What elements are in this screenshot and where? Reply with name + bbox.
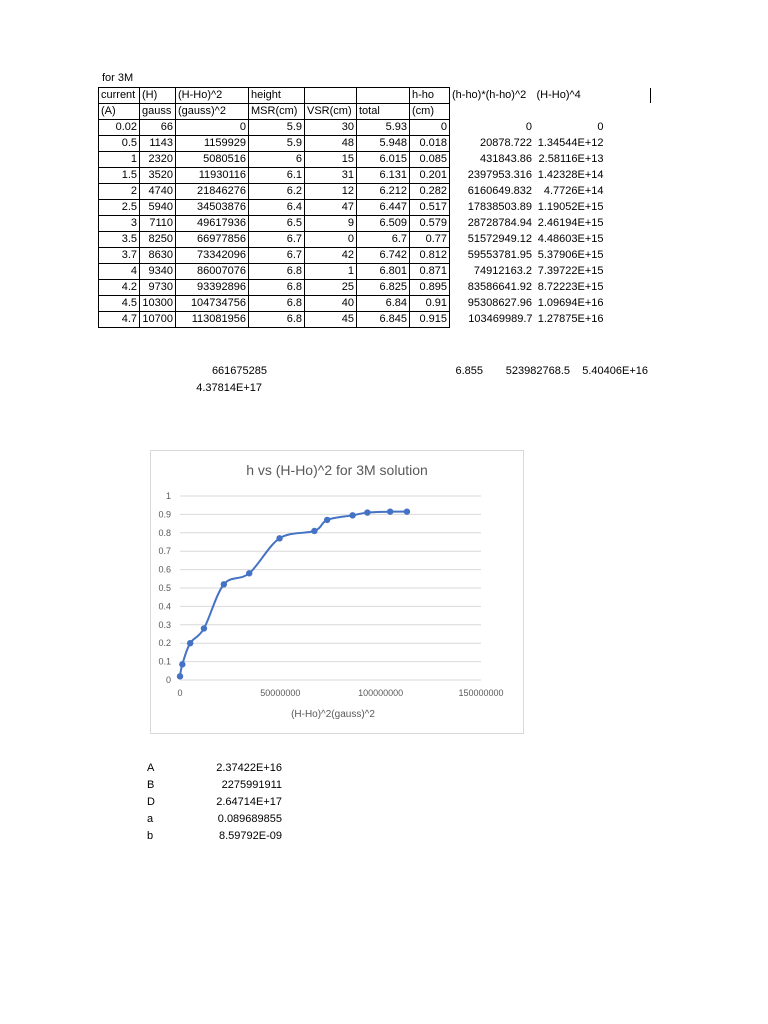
parameter-row [147,811,282,828]
parameter-row [147,760,282,777]
table-cell[interactable]: 59553781.95 [467,249,532,261]
table-cell[interactable]: 3.7 [99,248,140,264]
table-cell[interactable]: 34503876 [176,200,249,216]
table-row [99,296,606,312]
table-cell[interactable]: 0 [525,121,532,133]
sum-h2-cell: 661675285 [211,365,267,377]
header-row [99,104,606,120]
table-cell[interactable]: 6.742 [357,248,410,264]
chart-area[interactable] [150,450,524,734]
table-cell[interactable]: 0 [410,120,450,136]
table-cell[interactable]: 5.9 [249,136,305,152]
y-tick-label: 0.8 [158,527,171,538]
table-cell[interactable]: 1143 [140,136,176,152]
table-cell[interactable]: 5940 [140,200,176,216]
sum-h2-squared-cell: 4.37814E+17 [196,382,262,394]
table-row [99,152,606,168]
table-cell[interactable]: 6.8 [249,280,305,296]
table-cell[interactable]: 6.7 [249,248,305,264]
y-tick-label: 0.5 [158,583,171,593]
table-cell[interactable]: 73342096 [176,248,249,264]
table-cell[interactable]: 0.579 [410,216,450,232]
table-cell[interactable]: 10300 [140,296,176,312]
table-cell[interactable]: 83586641.92 [467,281,532,293]
table-cell[interactable]: 5080516 [176,152,249,168]
y-tick-label: 0.7 [158,546,171,557]
table-cell[interactable]: 6.7 [357,232,410,248]
table-cell[interactable]: 0.517 [410,200,450,216]
table-row [99,216,606,232]
table-cell[interactable]: 0.812 [410,248,450,264]
table-cell[interactable]: 6.015 [357,152,410,168]
table-cell[interactable]: 1.19052E+15 [537,201,604,213]
table-cell[interactable]: 6 [249,152,305,168]
y-tick-label: 0.3 [158,619,171,630]
data-point[interactable] [177,673,183,679]
table-cell[interactable]: VSR(cm) [305,104,357,120]
table-cell[interactable]: 5.37906E+15 [537,249,604,261]
table-cell[interactable]: 20878.722 [480,137,532,149]
table-cell[interactable]: 6.7 [249,232,305,248]
data-point[interactable] [187,640,193,646]
table-cell[interactable] [450,104,535,120]
table-cell[interactable]: 1.09694E+16 [537,297,604,309]
table-cell[interactable]: 45 [305,312,357,328]
table-row [99,200,606,216]
data-point[interactable] [179,661,185,667]
table-cell[interactable]: total [357,104,410,120]
table-cell[interactable]: 103469989.7 [468,313,533,325]
table-cell[interactable]: 4.2 [99,280,140,296]
table-cell[interactable]: 0.5 [99,136,140,152]
table-cell[interactable]: 2 [99,184,140,200]
parameter-list [147,760,282,845]
table-cell[interactable]: 9340 [140,264,176,280]
table-cell[interactable]: 4.7 [99,312,140,328]
table-cell[interactable]: 28728784.94 [467,217,532,229]
table-cell[interactable]: 6.4 [249,200,305,216]
table-cell[interactable]: (H) [140,88,176,104]
parameter-value: 8.59792E-09 [219,830,282,842]
table-cell[interactable]: 6.131 [357,168,410,184]
table-cell[interactable]: 6.8 [249,264,305,280]
parameter-value: 0.089689855 [217,813,282,825]
data-point[interactable] [246,570,252,576]
chart-svg [151,451,523,733]
data-point[interactable] [311,528,317,534]
table-cell[interactable]: 8630 [140,248,176,264]
table-cell[interactable]: 1.42328E+14 [537,169,604,181]
y-tick-label: 0.4 [158,601,171,612]
table-row [99,232,606,248]
table-cell[interactable]: (H-Ho)^4 [536,89,581,101]
table-cell[interactable]: 3.5 [99,232,140,248]
x-tick-label: 0 [177,688,183,698]
table-cell[interactable] [357,88,410,104]
table-cell[interactable]: 15 [305,152,357,168]
table-cell[interactable]: 8.72223E+15 [537,281,604,293]
table-cell[interactable]: 6.84 [357,296,410,312]
table-cell[interactable]: 1 [305,264,357,280]
header-row [99,88,606,104]
parameter-value: 2.37422E+16 [216,762,282,774]
table-cell[interactable]: 11930116 [176,168,249,184]
table-cell[interactable]: 2.5 [99,200,140,216]
table-cell[interactable]: 0.915 [410,312,450,328]
table-cell[interactable]: 6.447 [357,200,410,216]
parameter-row [147,794,282,811]
table-cell[interactable]: 3 [99,216,140,232]
table-cell[interactable]: 1.34544E+12 [537,137,604,149]
data-point[interactable] [349,512,355,518]
table-cell[interactable]: 49617936 [176,216,249,232]
table-cell[interactable]: (A) [99,104,140,120]
table-cell[interactable]: 5.9 [249,120,305,136]
table-row [99,264,606,280]
table-cell[interactable]: 6160649.832 [467,185,532,197]
chart-title: h vs (H-Ho)^2 for 3M solution [246,462,428,478]
table-cell[interactable]: 6.1 [249,168,305,184]
table-cell[interactable]: 0.871 [410,264,450,280]
table-cell[interactable]: (h-ho)*(h-ho)^2 [452,89,527,101]
y-tick-label: 0.2 [158,638,171,649]
table-cell[interactable]: 95308627.96 [467,297,532,309]
table-cell[interactable]: 6.845 [357,312,410,328]
parameter-value: 2275991911 [221,779,282,791]
table-cell[interactable]: (cm) [410,104,450,120]
table-cell[interactable]: h-ho [410,88,450,104]
table-cell[interactable]: 2.58116E+13 [538,153,604,165]
table-cell[interactable]: 0 [305,232,357,248]
table-cell[interactable]: 6.8 [249,312,305,328]
table-row [99,280,606,296]
cell-border-mark [650,88,651,103]
table-cell[interactable]: 74912163.2 [473,265,532,277]
table-cell[interactable]: 31 [305,168,357,184]
table-cell[interactable]: 2320 [140,152,176,168]
data-point[interactable] [364,509,370,515]
y-tick-label: 0.6 [158,564,171,575]
table-cell[interactable]: 1159929 [176,136,249,152]
table-cell[interactable]: 0.77 [410,232,450,248]
table-cell[interactable]: 48 [305,136,357,152]
y-tick-label: 0.1 [158,656,171,667]
table-row [99,248,606,264]
table-cell[interactable]: height [249,88,305,104]
table-cell[interactable]: 5.948 [357,136,410,152]
data-table [98,87,606,328]
x-tick-label: 50000000 [260,688,301,698]
parameter-label: D [147,796,155,808]
table-cell[interactable]: 66977856 [176,232,249,248]
table-cell[interactable]: 10700 [140,312,176,328]
table-cell[interactable]: 21846276 [176,184,249,200]
x-tick-label: 150000000 [458,688,504,698]
table-cell[interactable]: 0.282 [410,184,450,200]
table-cell[interactable]: 2.46194E+15 [537,217,604,229]
table-cell[interactable]: 9 [305,216,357,232]
table-cell[interactable]: 40 [305,296,357,312]
table-row [99,184,606,200]
table-cell[interactable]: (gauss)^2 [176,104,249,120]
table-cell[interactable]: 6.2 [249,184,305,200]
table-cell[interactable]: 8250 [140,232,176,248]
table-cell[interactable]: 6.825 [357,280,410,296]
y-tick-label: 0.9 [158,509,171,520]
table-cell[interactable]: 0 [597,121,604,133]
table-cell[interactable]: 0 [176,120,249,136]
table-cell[interactable]: 4 [99,264,140,280]
table-cell[interactable]: 431843.86 [480,153,532,165]
parameter-row [147,828,282,845]
table-cell[interactable]: 1.27875E+16 [537,313,604,325]
parameter-label: b [147,830,154,842]
table-cell[interactable]: 4.5 [99,296,140,312]
x-axis-title: (H-Ho)^2(gauss)^2 [291,709,375,720]
table-cell[interactable]: 17838503.89 [467,201,532,213]
table-cell[interactable]: 4740 [140,184,176,200]
table-cell[interactable]: 30 [305,120,357,136]
table-cell[interactable]: 25 [305,280,357,296]
data-point[interactable] [324,517,330,523]
table-cell[interactable]: 2397953.316 [467,169,532,181]
table-cell[interactable]: 9730 [140,280,176,296]
table-cell[interactable]: 6.5 [249,216,305,232]
table-cell[interactable]: 6.212 [357,184,410,200]
table-row [99,168,606,184]
parameter-label: A [147,762,155,774]
table-cell[interactable]: 51572949.12 [467,233,532,245]
series-line [180,512,407,677]
table-cell[interactable]: 1.5 [99,168,140,184]
table-cell[interactable]: 4.48603E+15 [537,233,604,245]
table-cell[interactable]: 86007076 [176,264,249,280]
table-cell[interactable]: 104734756 [176,296,249,312]
table-cell[interactable]: 0.91 [410,296,450,312]
table-cell[interactable]: 0.085 [410,152,450,168]
sum-h4-cell: 5.40406E+16 [582,365,648,377]
parameter-label: B [147,779,155,791]
sum-h-ho-cell: 6.855 [455,365,483,377]
table-cell[interactable]: gauss [140,104,176,120]
table-cell[interactable]: 6.8 [249,296,305,312]
table-cell[interactable]: 7.39722E+15 [537,265,604,277]
table-cell[interactable]: 66 [140,120,176,136]
data-point[interactable] [387,508,393,514]
table-cell[interactable]: MSR(cm) [249,104,305,120]
table-cell[interactable]: current [99,88,140,104]
parameter-label: a [147,813,154,825]
table-cell[interactable]: 0.02 [99,120,140,136]
data-point[interactable] [201,625,207,631]
table-row [99,312,606,328]
sheet-title: for 3M [102,72,134,84]
table-cell[interactable]: (H-Ho)^2 [176,88,249,104]
table-cell[interactable]: 113081956 [176,312,249,328]
parameter-row [147,777,282,794]
table-cell[interactable]: 3520 [140,168,176,184]
table-cell[interactable] [305,88,357,104]
sum-product-cell: 523982768.5 [505,365,570,377]
table-row [99,120,606,136]
table-cell[interactable]: 47 [305,200,357,216]
table-cell[interactable]: 0.895 [410,280,450,296]
data-point[interactable] [276,535,282,541]
table-cell[interactable]: 0.201 [410,168,450,184]
y-tick-label: 1 [165,491,171,501]
table-row [99,136,606,152]
table-cell[interactable]: 6.801 [357,264,410,280]
table-cell[interactable]: 0.018 [410,136,450,152]
data-point[interactable] [221,581,227,587]
parameter-value: 2.64714E+17 [216,796,282,808]
table-cell[interactable]: 6.509 [357,216,410,232]
table-cell[interactable]: 42 [305,248,357,264]
table-cell[interactable] [535,104,606,120]
data-point[interactable] [404,508,410,514]
table-cell[interactable]: 5.93 [357,120,410,136]
x-tick-label: 100000000 [358,688,404,698]
table-cell[interactable]: 12 [305,184,357,200]
table-cell[interactable]: 7110 [140,216,176,232]
table-cell[interactable]: 93392896 [176,280,249,296]
table-cell[interactable]: 4.7726E+14 [543,185,604,197]
y-tick-label: 0 [165,675,171,685]
table-cell[interactable]: 1 [99,152,140,168]
